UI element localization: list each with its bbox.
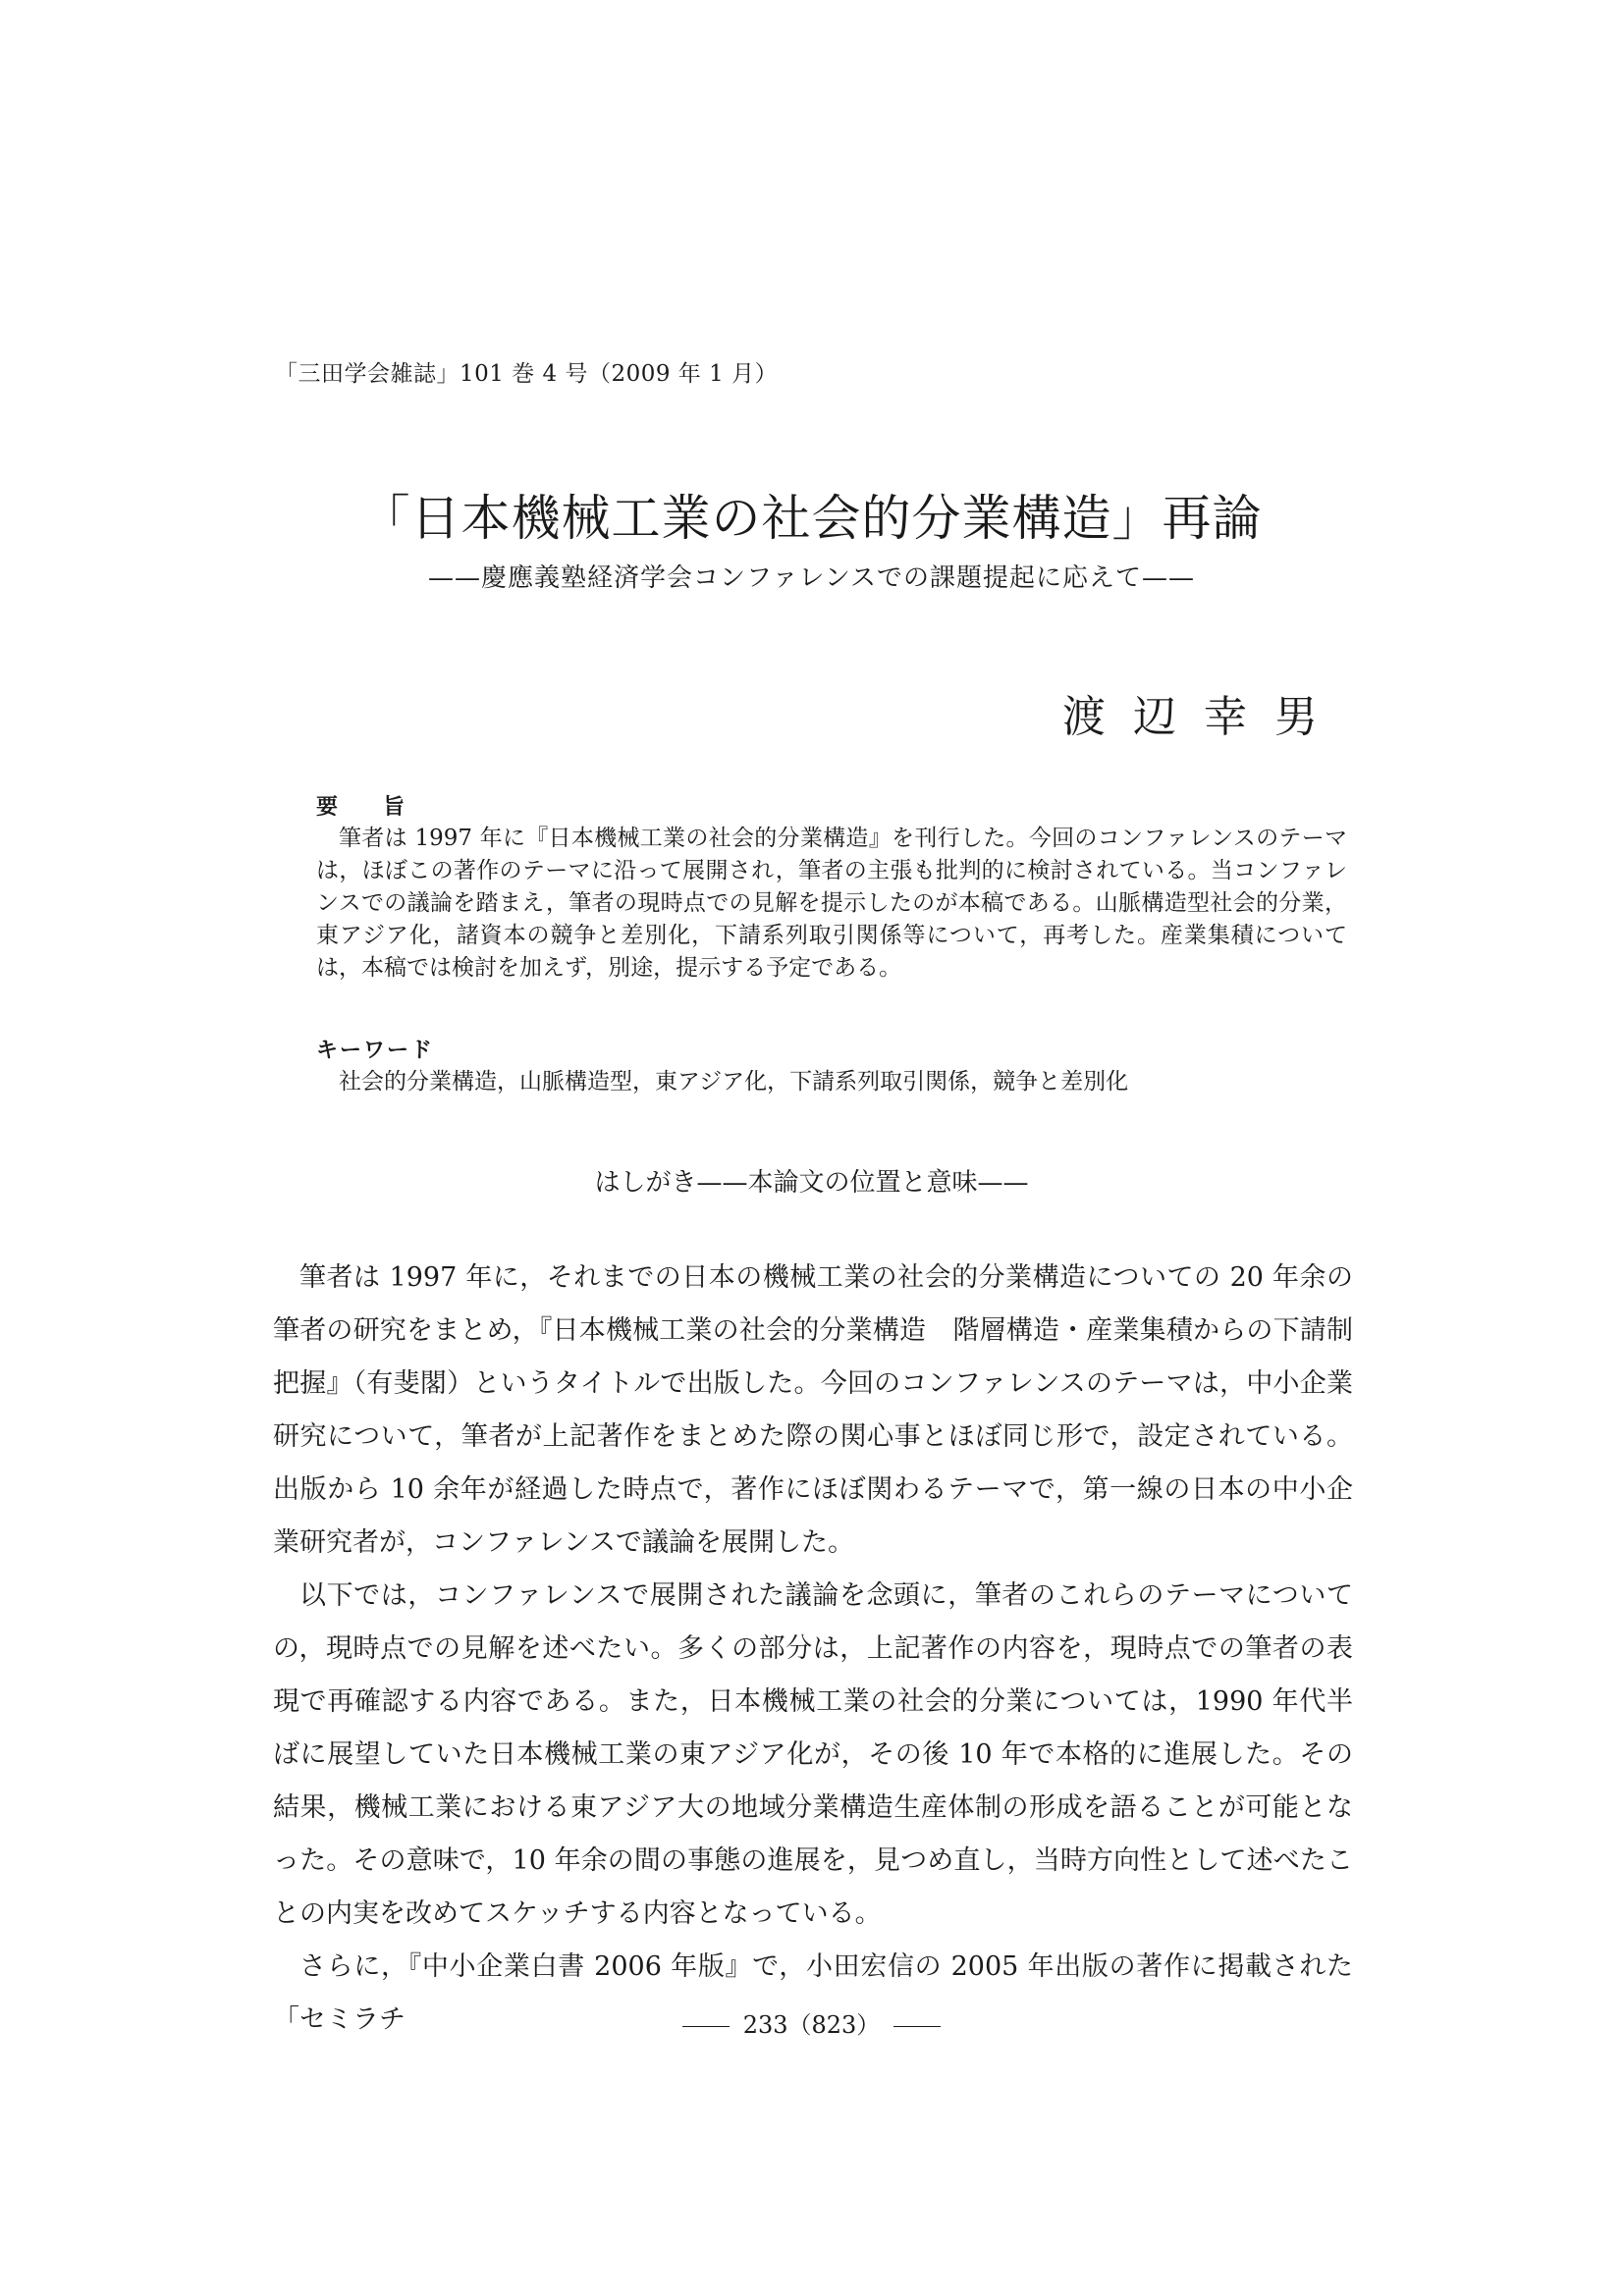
footer-dash-right	[893, 2026, 941, 2027]
page-footer	[0, 2005, 1623, 2040]
abstract-text: 筆者は 1997 年に『日本機械工業の社会的分業構造』を刊行した。今回のコンファレンスのテーマは，ほぼこの著作のテーマに沿って展開され，筆者の主張も批判的に検討されている。当コンファレンスでの議論を踏まえ，筆者の現時点での見解を提示したのが本稿である。山脈構造型社会的分業，東アジア化，諸資本の競争と差別化，下請系列取引関係等について，再考した。産業集積については，本稿では検討を加えず，別途，提示する予定である。	[316, 826, 1347, 981]
section-heading: はしがき——本論文の位置と意味——	[594, 1168, 1029, 1198]
keywords-text: 社会的分業構造，山脈構造型，東アジア化，下請系列取引関係，競争と差別化	[339, 1069, 1129, 1095]
article-subtitle: ——慶應義塾経済学会コンファレンスでの課題提起に応えて——	[427, 563, 1196, 593]
journal-citation: 「三田学会雑誌」101 巻 4 号（2009 年 1 月）	[275, 361, 779, 387]
keywords-label: キーワード	[316, 1038, 435, 1063]
body-paragraph-3: さらに，『中小企業白書 2006 年版』で，小田宏信の 2005 年出版の著作に掲載された「セミラチ	[273, 1951, 1353, 2035]
keywords-section	[316, 1035, 1347, 1098]
article-title: 「日本機械工業の社会的分業構造」再論	[360, 490, 1263, 547]
body-paragraph-2: 以下では，コンファレンスで展開された議論を念頭に，筆者のこれらのテーマについての，現時点での見解を述べたい。多くの部分は，上記著作の内容を，現時点での筆者の表現で再確認する内容である。また，日本機械工業の社会的分業については，1990 年代半ばに展望していた日本機械工業の東アジア化が，その後 10 年で本格的に進展した。その結果，機械工業における東アジア大の地域分業構造生産体制の形成を語ることが可能となった。その意味で，10 年余の間の事態の進展を，見つめ直し，当時方向性として述べたことの内実を改めてスケッチする内容となっている。	[273, 1580, 1353, 1929]
body-text	[273, 1252, 1353, 2047]
abstract-section	[316, 791, 1347, 985]
body-paragraph-1: 筆者は 1997 年に，それまでの日本の機械工業の社会的分業構造についての 20 年余の筆者の研究をまとめ，『日本機械工業の社会的分業構造 階層構造・産業集積からの下請制把握』（有斐閣）というタイトルで出版した。今回のコンファレンスのテーマは，中小企業研究について，筆者が上記著作をまとめた際の関心事とほぼ同じ形で，設定されている。出版から 10 余年が経過した時点で，著作にほぼ関わるテーマで，第一線の日本の中小企業研究者が，コンファレンスで議論を展開した。	[273, 1262, 1353, 1558]
author-name: 渡辺幸男	[1062, 692, 1345, 742]
page-number: 233（823）	[742, 2011, 881, 2039]
abstract-label: 要旨	[316, 794, 451, 820]
footer-dash-left	[682, 2026, 730, 2027]
